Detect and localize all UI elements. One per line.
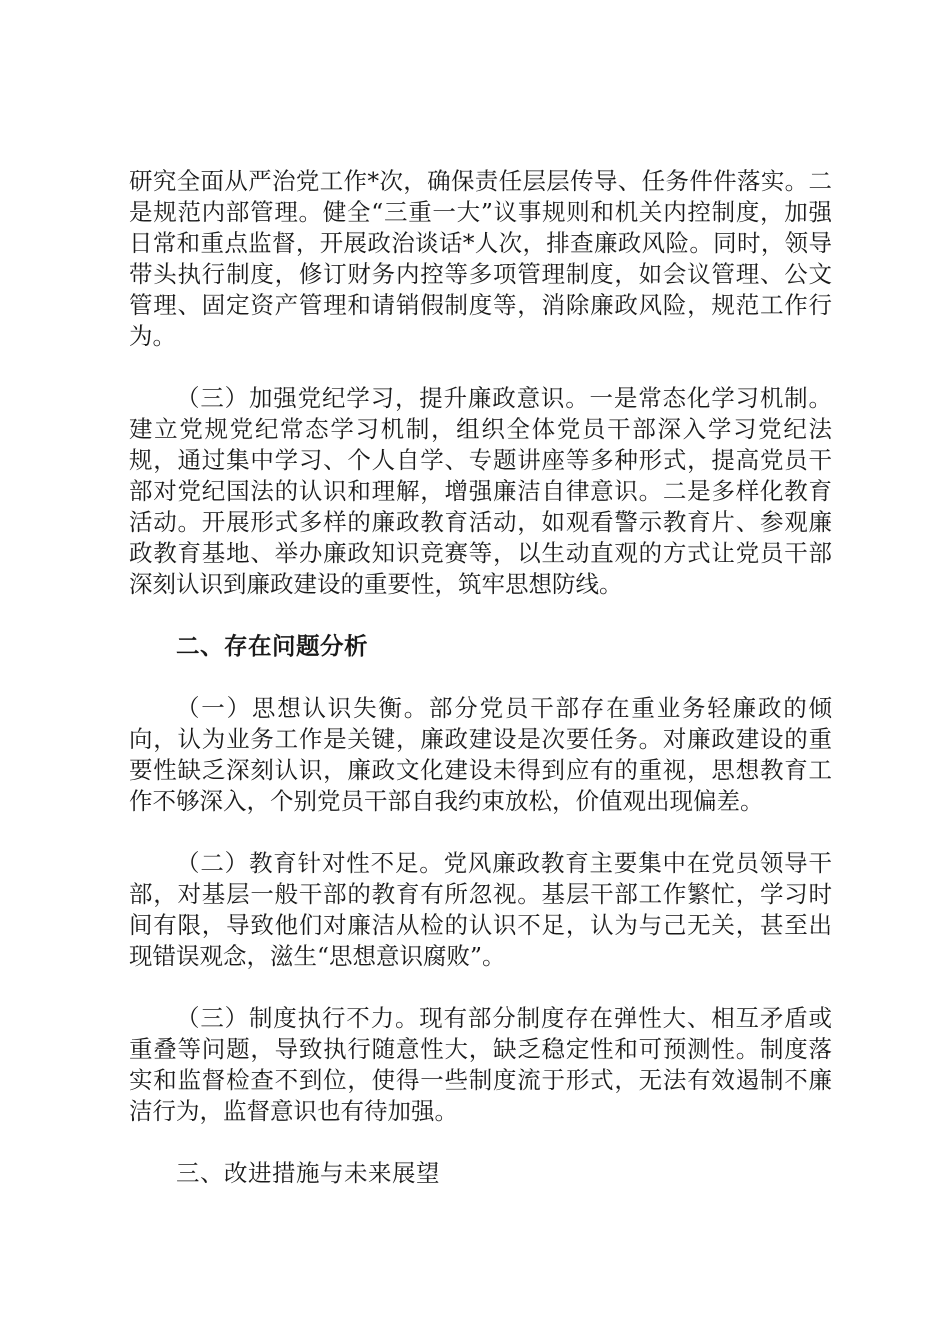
paragraph-ideological-imbalance: （一）思想认识失衡。部分党员干部存在重业务轻廉政的倾向，认为业务工作是关键，廉政建设是次要任务。对廉政建设的重要性缺乏深刻认识，廉政文化建设未得到应有的重视，思想教育工作不够深入，个别党员干部自我约束放松，价值观出现偏差。 bbox=[129, 694, 832, 815]
section-heading-problems: 二、存在问题分析 bbox=[176, 632, 368, 660]
paragraph-system-execution: （三）制度执行不力。现有部分制度存在弹性大、相互矛盾或重叠等问题，导致执行随意性大，缺乏稳定性和可预测性。制度落实和监督检查不到位，使得一些制度流于形式，无法有效遏制不廉洁行为，监督意识也有待加强。 bbox=[129, 1004, 832, 1125]
paragraph-education-targeting: （二）教育针对性不足。党风廉政教育主要集中在党员领导干部，对基层一般干部的教育有所忽视。基层干部工作繁忙，学习时间有限，导致他们对廉洁从检的认识不足，认为与己无关，甚至出现错误观念，滋生“思想意识腐败”。 bbox=[129, 849, 832, 970]
document-body bbox=[129, 166, 832, 1220]
paragraph-responsibility: 研究全面从严治党工作*次，确保责任层层传导、任务件件落实。二是规范内部管理。健全“三重一大”议事规则和机关内控制度，加强日常和重点监督，开展政治谈话*人次，排查廉政风险。同时，领导带头执行制度，修订财务内控等多项管理制度，如会议管理、公文管理、固定资产管理和请销假制度等，消除廉政风险，规范工作行为。 bbox=[129, 167, 832, 350]
section-heading-improvements: 三、改进措施与未来展望 bbox=[176, 1159, 440, 1187]
paragraph-party-discipline-study: （三）加强党纪学习，提升廉政意识。一是常态化学习机制。建立党规党纪常态学习机制，组织全体党员干部深入学习党纪法规，通过集中学习、个人自学、专题讲座等多种形式，提高党员干部对党纪国法的认识和理解，增强廉洁自律意识。二是多样化教育活动。开展形式多样的廉政教育活动，如观看警示教育片、参观廉政教育基地、举办廉政知识竞赛等，以生动直观的方式让党员干部深刻认识到廉政建设的重要性，筑牢思想防线。 bbox=[129, 384, 832, 598]
